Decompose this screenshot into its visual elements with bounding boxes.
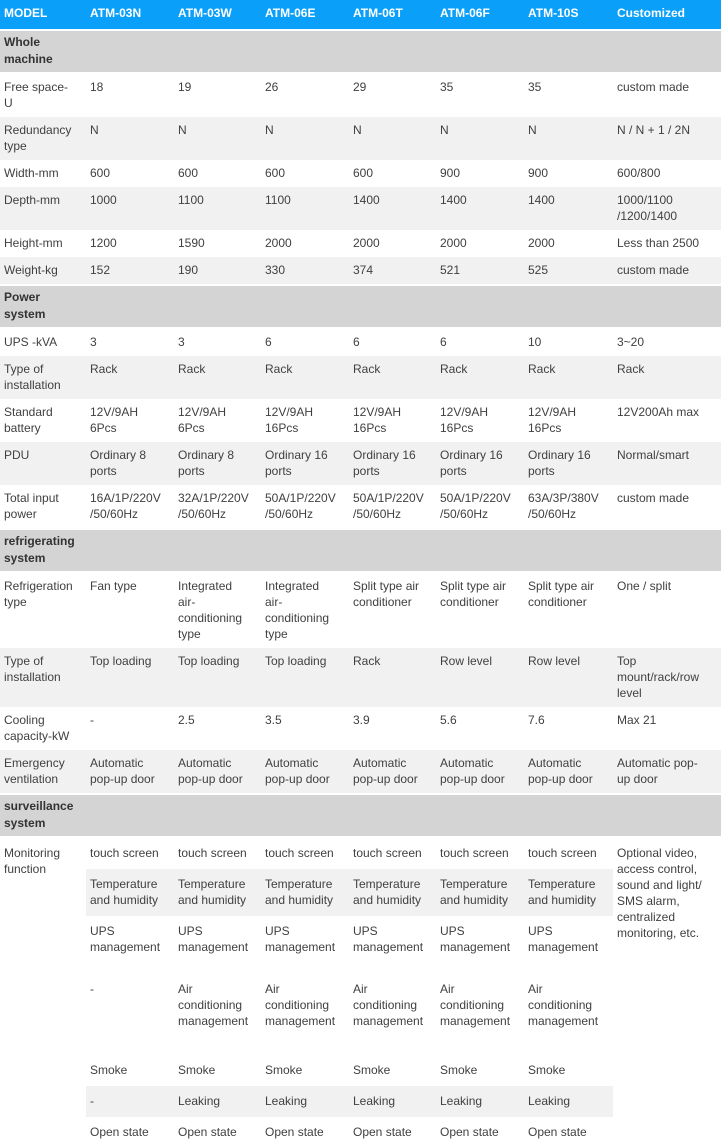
spec-value: Top loading <box>174 648 261 707</box>
section-title-fill <box>524 529 613 572</box>
section-title: Power system <box>0 285 86 328</box>
section-title-fill <box>613 529 721 572</box>
spec-value: custom made <box>613 485 721 529</box>
spec-value: 3.5 <box>261 707 349 750</box>
spec-value: Integrated air-conditioning type <box>174 572 261 648</box>
spec-value: Rack <box>349 356 436 399</box>
spec-value: Top loading <box>261 648 349 707</box>
spec-value: 600 <box>174 160 261 187</box>
spec-value: 3.9 <box>349 707 436 750</box>
section-title-fill <box>261 285 349 328</box>
spec-value: Smoke <box>261 1055 349 1086</box>
spec-value: 12V/9AH 16Pcs <box>349 399 436 442</box>
spec-value: touch screen <box>524 837 613 869</box>
row-label: Cooling capacity-kW <box>0 707 86 750</box>
spec-value: 2000 <box>349 230 436 257</box>
spec-value: 50A/1P/220V /50/60Hz <box>349 485 436 529</box>
spec-value: 12V/9AH 16Pcs <box>524 399 613 442</box>
row-label: Width-mm <box>0 160 86 187</box>
row-label: Standard battery <box>0 399 86 442</box>
spec-value: Temperature and humidity <box>174 869 261 916</box>
section-row <box>0 285 721 328</box>
spec-value: 3~20 <box>613 328 721 356</box>
spec-value: touch screen <box>261 837 349 869</box>
spec-value: 152 <box>86 257 174 285</box>
spec-value: UPS management <box>174 916 261 963</box>
monitoring-row <box>0 1055 721 1086</box>
spec-value: Automatic pop-up door <box>436 750 524 794</box>
table-row <box>0 485 721 529</box>
table-row <box>0 707 721 750</box>
spec-value: 2000 <box>524 230 613 257</box>
spec-value: Split type air conditioner <box>524 572 613 648</box>
table-header-row <box>0 0 721 30</box>
spec-value: 6 <box>261 328 349 356</box>
spec-value: Temperature and humidity <box>436 869 524 916</box>
spec-value: Rack <box>613 356 721 399</box>
spec-value: 1400 <box>524 187 613 230</box>
spec-value: Row level <box>524 648 613 707</box>
monitoring-row <box>0 1086 721 1117</box>
monitoring-row <box>0 963 721 1055</box>
spec-value: Ordinary 16 ports <box>349 442 436 485</box>
spec-value: Open state <box>86 1117 174 1148</box>
spec-value: Ordinary 8 ports <box>86 442 174 485</box>
section-title-fill <box>613 285 721 328</box>
spec-value: 1590 <box>174 230 261 257</box>
monitoring-row <box>0 837 721 869</box>
spec-value: Air conditioning management <box>261 963 349 1055</box>
section-title-fill <box>86 285 174 328</box>
spec-value: Open state <box>524 1117 613 1148</box>
section-title-fill <box>174 529 261 572</box>
spec-value: 1000 <box>86 187 174 230</box>
spec-value: Open state <box>349 1117 436 1148</box>
spec-value: custom made <box>613 257 721 285</box>
row-label: Type of installation <box>0 356 86 399</box>
spec-value: UPS management <box>86 916 174 963</box>
spec-value: Leaking <box>261 1086 349 1117</box>
spec-value: Top mount/rack/row level <box>613 648 721 707</box>
table-row <box>0 230 721 257</box>
spec-value: Automatic pop-up door <box>524 750 613 794</box>
spec-value: 374 <box>349 257 436 285</box>
spec-value: N <box>349 117 436 160</box>
section-title-fill <box>436 285 524 328</box>
section-title-fill <box>524 794 613 837</box>
spec-value: Temperature and humidity <box>524 869 613 916</box>
table-row <box>0 442 721 485</box>
spec-value: 32A/1P/220V /50/60Hz <box>174 485 261 529</box>
spec-value: 600 <box>261 160 349 187</box>
spec-value: N / N + 1 / 2N <box>613 117 721 160</box>
monitoring-row <box>0 916 721 963</box>
spec-value: 1400 <box>349 187 436 230</box>
row-label: Refrigeration type <box>0 572 86 648</box>
spec-value: Normal/smart <box>613 442 721 485</box>
column-header-atm-03n: ATM-03N <box>86 0 174 30</box>
spec-value: 50A/1P/220V /50/60Hz <box>261 485 349 529</box>
spec-value: Ordinary 16 ports <box>524 442 613 485</box>
spec-value: 35 <box>524 73 613 117</box>
spec-value: Rack <box>349 648 436 707</box>
spec-value: Leaking <box>174 1086 261 1117</box>
spec-value: Leaking <box>524 1086 613 1117</box>
section-title-fill <box>524 30 613 73</box>
row-label: Weight-kg <box>0 257 86 285</box>
spec-value: 330 <box>261 257 349 285</box>
table-row <box>0 160 721 187</box>
spec-value: Air conditioning management <box>349 963 436 1055</box>
spec-value: touch screen <box>349 837 436 869</box>
table-row <box>0 399 721 442</box>
spec-value: Temperature and humidity <box>86 869 174 916</box>
spec-value: 12V/9AH 16Pcs <box>436 399 524 442</box>
section-title-fill <box>613 30 721 73</box>
spec-value: Leaking <box>349 1086 436 1117</box>
section-row <box>0 30 721 73</box>
spec-value: Open state <box>174 1117 261 1148</box>
spec-value: 1400 <box>436 187 524 230</box>
spec-value: Row level <box>436 648 524 707</box>
row-label: UPS -kVA <box>0 328 86 356</box>
column-header-atm-06t: ATM-06T <box>349 0 436 30</box>
spec-value: 1200 <box>86 230 174 257</box>
section-title-fill <box>436 794 524 837</box>
spec-value: 50A/1P/220V /50/60Hz <box>436 485 524 529</box>
spec-value: Temperature and humidity <box>349 869 436 916</box>
table-row <box>0 572 721 648</box>
spec-value: Smoke <box>86 1055 174 1086</box>
spec-value: Air conditioning management <box>174 963 261 1055</box>
section-row <box>0 794 721 837</box>
row-label: Type of installation <box>0 648 86 707</box>
spec-value: Rack <box>524 356 613 399</box>
section-title-fill <box>174 30 261 73</box>
section-title-fill <box>436 529 524 572</box>
spec-value: 63A/3P/380V /50/60Hz <box>524 485 613 529</box>
section-title: Whole machine <box>0 30 86 73</box>
table-row <box>0 117 721 160</box>
spec-value: 1100 <box>174 187 261 230</box>
section-title-fill <box>436 30 524 73</box>
monitoring-row <box>0 1117 721 1148</box>
spec-value: 3 <box>86 328 174 356</box>
spec-value: - <box>86 1086 174 1117</box>
section-title-fill <box>261 794 349 837</box>
section-title-fill <box>349 794 436 837</box>
spec-value: 7.6 <box>524 707 613 750</box>
spec-value: Open state <box>436 1117 524 1148</box>
column-header-model: MODEL <box>0 0 86 30</box>
row-label: Free space-U <box>0 73 86 117</box>
table-row <box>0 750 721 794</box>
section-title-fill <box>261 529 349 572</box>
spec-value: Automatic pop-up door <box>349 750 436 794</box>
spec-value: - <box>86 963 174 1055</box>
spec-value: Ordinary 16 ports <box>261 442 349 485</box>
spec-value: UPS management <box>524 916 613 963</box>
spec-value: 35 <box>436 73 524 117</box>
column-header-atm-06e: ATM-06E <box>261 0 349 30</box>
spec-value: 12V200Ah max <box>613 399 721 442</box>
spec-value: 16A/1P/220V /50/60Hz <box>86 485 174 529</box>
spec-value: Air conditioning management <box>436 963 524 1055</box>
spec-value: 3 <box>174 328 261 356</box>
spec-value: 900 <box>436 160 524 187</box>
spec-value: Less than 2500 <box>613 230 721 257</box>
table-row <box>0 187 721 230</box>
spec-value: 2000 <box>261 230 349 257</box>
row-label: PDU <box>0 442 86 485</box>
table-row <box>0 257 721 285</box>
spec-value: Leaking <box>436 1086 524 1117</box>
spec-value: 600/800 <box>613 160 721 187</box>
spec-value: 5.6 <box>436 707 524 750</box>
spec-value: N <box>86 117 174 160</box>
spec-value: 12V/9AH 16Pcs <box>261 399 349 442</box>
spec-value: Rack <box>436 356 524 399</box>
spec-value: 26 <box>261 73 349 117</box>
spec-value: Smoke <box>524 1055 613 1086</box>
row-label-monitoring-function: Monitoring function <box>0 837 86 1148</box>
spec-value: 900 <box>524 160 613 187</box>
section-title-fill <box>86 529 174 572</box>
table-row <box>0 328 721 356</box>
row-label: Total input power <box>0 485 86 529</box>
row-label: Height-mm <box>0 230 86 257</box>
spec-value: 521 <box>436 257 524 285</box>
spec-value: UPS management <box>261 916 349 963</box>
row-label: Redundancy type <box>0 117 86 160</box>
row-label: Depth-mm <box>0 187 86 230</box>
spec-value: 2.5 <box>174 707 261 750</box>
section-title-fill <box>174 794 261 837</box>
spec-value: Automatic pop-up door <box>613 750 721 794</box>
spec-value: Fan type <box>86 572 174 648</box>
spec-value: Rack <box>86 356 174 399</box>
spec-value: Temperature and humidity <box>261 869 349 916</box>
spec-value: 1100 <box>261 187 349 230</box>
spec-value: 6 <box>436 328 524 356</box>
spec-value: 19 <box>174 73 261 117</box>
column-header-atm-10s: ATM-10S <box>524 0 613 30</box>
spec-value: 10 <box>524 328 613 356</box>
spec-value: custom made <box>613 73 721 117</box>
spec-value: N <box>261 117 349 160</box>
row-label: Emergency ventilation <box>0 750 86 794</box>
column-header-customized: Customized <box>613 0 721 30</box>
spec-value: UPS management <box>436 916 524 963</box>
section-title-fill <box>261 30 349 73</box>
spec-value: 525 <box>524 257 613 285</box>
spec-value: N <box>436 117 524 160</box>
spec-value: 190 <box>174 257 261 285</box>
spec-value: Split type air conditioner <box>436 572 524 648</box>
spec-value-customized-monitoring: Optional video, access control, sound and light/ SMS alarm, centralized monitoring, etc. <box>613 837 721 1148</box>
spec-value: 12V/9AH 6Pcs <box>86 399 174 442</box>
spec-value: Smoke <box>436 1055 524 1086</box>
section-title-fill <box>349 529 436 572</box>
section-title-fill <box>349 285 436 328</box>
spec-value: Rack <box>261 356 349 399</box>
section-title-fill <box>86 794 174 837</box>
spec-value: 18 <box>86 73 174 117</box>
spec-value: N <box>524 117 613 160</box>
section-title-fill <box>349 30 436 73</box>
spec-value: N <box>174 117 261 160</box>
spec-value: 12V/9AH 6Pcs <box>174 399 261 442</box>
spec-value: Automatic pop-up door <box>174 750 261 794</box>
spec-value: Smoke <box>349 1055 436 1086</box>
table-row <box>0 648 721 707</box>
table-row <box>0 356 721 399</box>
spec-value: Automatic pop-up door <box>261 750 349 794</box>
section-title: refrigerating system <box>0 529 86 572</box>
spec-value: touch screen <box>174 837 261 869</box>
spec-value: 6 <box>349 328 436 356</box>
spec-value: Top loading <box>86 648 174 707</box>
column-header-atm-03w: ATM-03W <box>174 0 261 30</box>
section-title-fill <box>174 285 261 328</box>
spec-value: Smoke <box>174 1055 261 1086</box>
monitoring-row <box>0 869 721 916</box>
spec-value: Automatic pop-up door <box>86 750 174 794</box>
spec-value: - <box>86 707 174 750</box>
spec-value: Open state <box>261 1117 349 1148</box>
spec-value: Ordinary 16 ports <box>436 442 524 485</box>
spec-value: One / split <box>613 572 721 648</box>
spec-value: touch screen <box>436 837 524 869</box>
spec-value: Ordinary 8 ports <box>174 442 261 485</box>
section-title-fill <box>524 285 613 328</box>
spec-value: Max 21 <box>613 707 721 750</box>
spec-value: Air conditioning management <box>524 963 613 1055</box>
spec-value: 600 <box>86 160 174 187</box>
spec-value: 600 <box>349 160 436 187</box>
spec-value: Rack <box>174 356 261 399</box>
section-title-fill <box>86 30 174 73</box>
section-title-fill <box>613 794 721 837</box>
spec-value: 1000/1100 /1200/1400 <box>613 187 721 230</box>
spec-value: Integrated air-conditioning type <box>261 572 349 648</box>
spec-value: 2000 <box>436 230 524 257</box>
column-header-atm-06f: ATM-06F <box>436 0 524 30</box>
spec-value: Split type air conditioner <box>349 572 436 648</box>
spec-value: UPS management <box>349 916 436 963</box>
table-row <box>0 73 721 117</box>
section-row <box>0 529 721 572</box>
spec-value: 29 <box>349 73 436 117</box>
spec-value: touch screen <box>86 837 174 869</box>
section-title: surveillance system <box>0 794 86 837</box>
